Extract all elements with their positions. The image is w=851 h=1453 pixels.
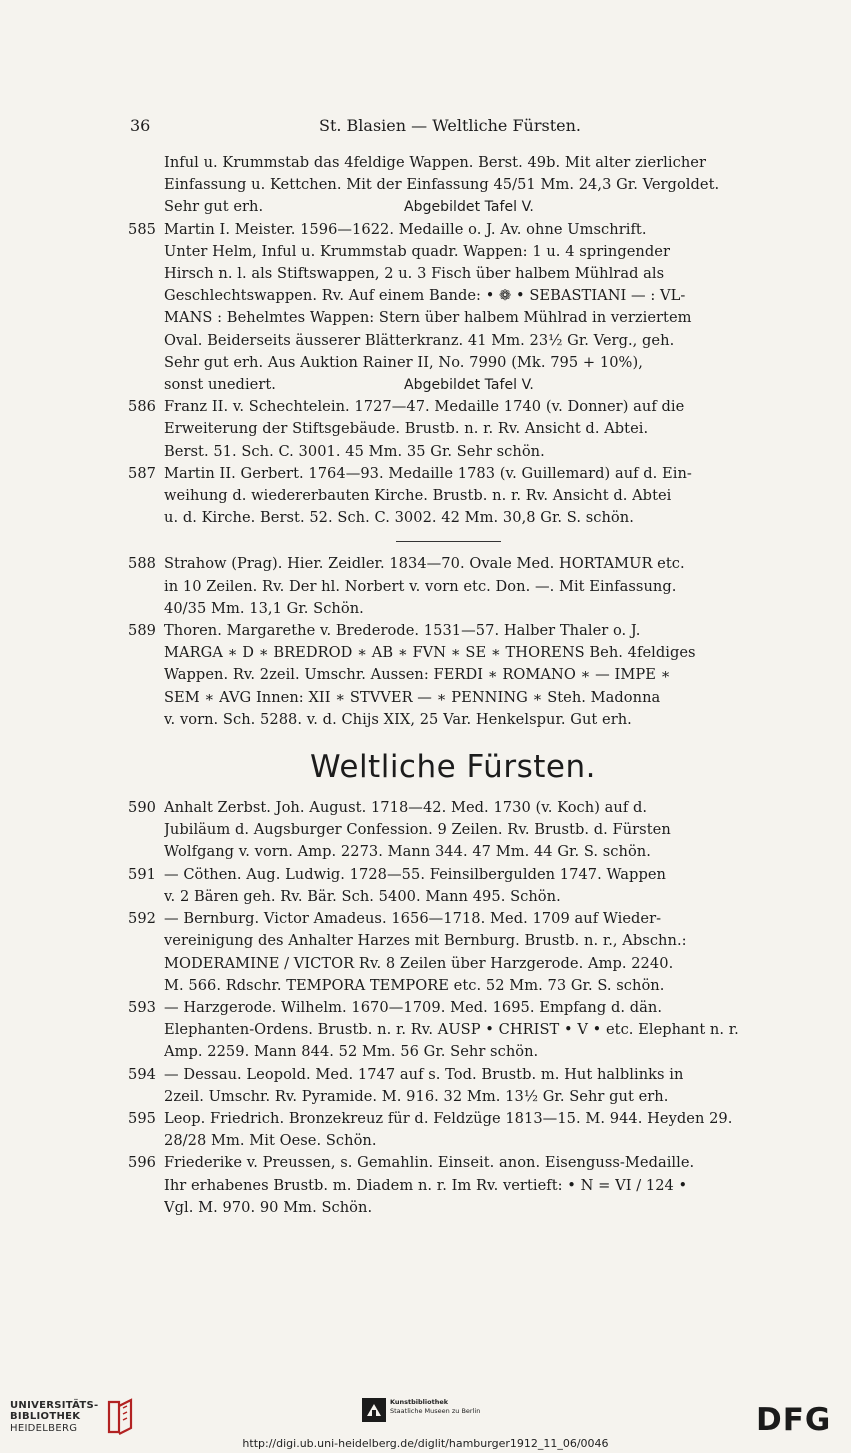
entry-line: Thoren. Margarethe v. Brederode. 1531—57. Halber Thaler o. J. [164, 622, 641, 640]
page-title: St. Blasien — Weltliche Fürsten. [318, 116, 581, 135]
kunstbibliothek-name [390, 1398, 480, 1416]
catalog-entry [128, 908, 778, 997]
page-footer [0, 1390, 851, 1453]
entry-text [164, 553, 778, 620]
entry-line: v. vorn. Sch. 5288. v. d. Chijs XIX, 25 Var. Henkelspur. Gut erh. [164, 710, 632, 728]
catalog-entry [128, 797, 778, 864]
entry-line: 28/28 Mm. Mit Oese. Schön. [164, 1132, 377, 1150]
entry-line: 40/35 Mm. 13,1 Gr. Schön. [164, 599, 364, 617]
entry-line: v. 2 Bären geh. Rv. Bär. Sch. 5400. Mann 495. Schön. [164, 887, 561, 905]
entry-line: Amp. 2259. Mann 844. 52 Mm. 56 Gr. Sehr schön. [164, 1043, 539, 1061]
entry-number: 591 [128, 865, 157, 883]
entry-line-text: Sehr gut erh. [164, 198, 264, 216]
university-crest-icon [105, 1398, 135, 1436]
kunstbibliothek-logo [362, 1398, 480, 1422]
museum-emblem-icon [362, 1398, 386, 1422]
catalog-entry [128, 1108, 778, 1152]
entry-number: 592 [128, 910, 157, 928]
university-library-line: HEIDELBERG [10, 1422, 78, 1434]
university-library-logo [10, 1398, 135, 1436]
catalog-entry [128, 1064, 778, 1108]
entry-text [164, 219, 778, 397]
catalog-entry [128, 396, 778, 463]
entry-line-text: sonst unediert. [164, 376, 276, 394]
entry-line: Wolfgang v. vorn. Amp. 2273. Mann 344. 47 Mm. 44 Gr. S. schön. [164, 843, 651, 861]
entry-number: 593 [128, 998, 157, 1016]
entry-number: 595 [128, 1109, 157, 1127]
entry-line: Jubiläum d. Augsburger Confession. 9 Zeilen. Rv. Brustb. d. Fürsten [164, 821, 671, 839]
entries-group-weltliche-fuersten [128, 797, 778, 1219]
section-divider [396, 541, 501, 542]
entry-line: Inful u. Krummstab das 4feldige Wappen. Berst. 49b. Mit alter zierlicher [164, 154, 706, 171]
entry-line: 2zeil. Umschr. Rv. Pyramide. M. 916. 32 Mm. 13½ Gr. Sehr gut erh. [164, 1087, 669, 1105]
entry-line: Geschlechtswappen. Rv. Auf einem Bande: • ❁ • SEBASTIANI — : VL- [164, 287, 686, 305]
entry-line: — Dessau. Leopold. Med. 1747 auf s. Tod. Brustb. m. Hut halblinks in [164, 1065, 684, 1083]
entry-line: Ihr erhabenes Brustb. m. Diadem n. r. Im Rv. vertieft: • N = VI / 124 • [164, 1176, 688, 1194]
university-library-line: BIBLIOTHEK [10, 1411, 81, 1423]
entry-line: Leop. Friedrich. Bronzekreuz für d. Feldzüge 1813—15. M. 944. Heyden 29. [164, 1109, 733, 1127]
entry-line: — Bernburg. Victor Amadeus. 1656—1718. Med. 1709 auf Wieder- [164, 910, 662, 928]
entry-text [164, 1064, 778, 1108]
page-number: 36 [130, 116, 151, 135]
entry-line [164, 374, 778, 396]
catalog-entry [128, 463, 778, 530]
catalog-entry [128, 219, 778, 397]
entry-text [164, 620, 778, 731]
entry-line: weihung d. wiedererbauten Kirche. Brustb. n. r. Rv. Ansicht d. Abtei [164, 487, 672, 505]
entry-number: 590 [128, 799, 157, 817]
entry-text [164, 1152, 778, 1219]
entry-number: 596 [128, 1154, 157, 1172]
entry-line: MARGA ∗ D ∗ BREDROD ∗ AB ∗ FVN ∗ SE ∗ THORENS Beh. 4feldiges [164, 644, 696, 662]
entry-line: M. 566. Rdschr. TEMPORA TEMPORE etc. 52 Mm. 73 Gr. S. schön. [164, 976, 665, 994]
entry-line: Elephanten-Ordens. Brustb. n. r. Rv. AUSP • CHRIST • V • etc. Elephant n. r. [164, 1021, 739, 1039]
entry-line: Strahow (Prag). Hier. Zeidler. 1834—70. Ovale Med. HORTAMUR etc. [164, 555, 685, 573]
entry-text [164, 1108, 778, 1152]
catalog-entry [128, 620, 778, 731]
entry-line: in 10 Zeilen. Rv. Der hl. Norbert v. vorn etc. Don. —. Mit Einfassung. [164, 577, 677, 595]
entry-line: Unter Helm, Inful u. Krummstab quadr. Wappen: 1 u. 4 springender [164, 242, 670, 260]
entry-line: MODERAMINE / VICTOR Rv. 8 Zeilen über Harzgerode. Amp. 2240. [164, 954, 674, 972]
catalog-entry [128, 864, 778, 908]
entry-line: — Harzgerode. Wilhelm. 1670—1709. Med. 1695. Empfang d. dän. [164, 998, 663, 1016]
entry-line: MANS : Behelmtes Wappen: Stern über halbem Mühlrad in verziertem [164, 309, 692, 327]
entry-line: Vgl. M. 970. 90 Mm. Schön. [164, 1198, 373, 1216]
entry-number [128, 152, 164, 219]
entry-number: 589 [128, 622, 157, 640]
dfg-logo-text: DFG [756, 1404, 832, 1434]
university-library-name [10, 1400, 99, 1435]
entry-text [164, 864, 778, 908]
entry-text [164, 797, 778, 864]
entry-number: 585 [128, 220, 157, 238]
kunstbibliothek-line: Staatliche Museen zu Berlin [390, 1407, 481, 1415]
entries-group-misc [128, 553, 778, 731]
section-heading: Weltliche Fürsten. [310, 749, 596, 786]
entries-group-st-blasien [128, 152, 778, 529]
entry-line: Erweiterung der Stiftsgebäude. Brustb. n. r. Rv. Ansicht d. Abtei. [164, 420, 649, 438]
dfg-logo-icon [756, 1404, 840, 1434]
running-head [130, 116, 770, 138]
entry-line: Einfassung u. Kettchen. Mit der Einfassung 45/51 Mm. 24,3 Gr. Vergoldet. [164, 176, 720, 194]
entry-line: Berst. 51. Sch. C. 3001. 45 Mm. 35 Gr. Sehr schön. [164, 442, 545, 460]
entry-line: SEM ∗ AVG Innen: XII ∗ STVVER — ∗ PENNING ∗ Steh. Madonna [164, 688, 661, 706]
entry-line: Wappen. Rv. 2zeil. Umschr. Aussen: FERDI ∗ ROMANO ∗ — IMPE ∗ [164, 666, 671, 684]
entry-number: 587 [128, 464, 157, 482]
entry-text [164, 908, 778, 997]
catalog-entry [128, 1152, 778, 1219]
entry-text [164, 463, 778, 530]
entry-line: Martin I. Meister. 1596—1622. Medaille o. J. Av. ohne Umschrift. [164, 220, 647, 238]
entry-line: — Cöthen. Aug. Ludwig. 1728—55. Feinsilbergulden 1747. Wappen [164, 865, 666, 883]
entry-number: 588 [128, 555, 157, 573]
entry-line: Oval. Beiderseits äusserer Blätterkranz. 41 Mm. 23½ Gr. Verg., geh. [164, 331, 675, 349]
entry-line: vereinigung des Anhalter Harzes mit Bernburg. Brustb. n. r., Abschn.: [164, 932, 687, 950]
illustration-reference: Abgebildet Tafel V. [404, 377, 534, 394]
kunstbibliothek-line: Kunstbibliothek [390, 1398, 449, 1406]
illustration-reference: Abgebildet Tafel V. [404, 199, 534, 216]
entry-number: 586 [128, 398, 157, 416]
page-url[interactable]: http://digi.ub.uni-heidelberg.de/diglit/hamburger1912_11_06/0046 [242, 1437, 609, 1450]
entry-text [164, 396, 778, 463]
entry-line: Friederike v. Preussen, s. Gemahlin. Einseit. anon. Eisenguss-Medaille. [164, 1154, 695, 1172]
catalog-entries [128, 152, 778, 1219]
university-library-line: UNIVERSITÄTS- [10, 1399, 99, 1411]
entry-line [164, 196, 778, 218]
entry-line: Sehr gut erh. Aus Auktion Rainer II, No. 7990 (Mk. 795 + 10%), [164, 353, 643, 371]
entry-line: Franz II. v. Schechtelein. 1727—47. Medaille 1740 (v. Donner) auf die [164, 398, 685, 416]
entry-line: u. d. Kirche. Berst. 52. Sch. C. 3002. 42 Mm. 30,8 Gr. S. schön. [164, 509, 634, 527]
entry-text [164, 997, 778, 1064]
entry-line: Anhalt Zerbst. Joh. August. 1718—42. Med. 1730 (v. Koch) auf d. [164, 799, 648, 817]
catalog-entry [128, 997, 778, 1064]
entry-number: 594 [128, 1065, 157, 1083]
catalog-entry [128, 553, 778, 620]
entry-text [164, 152, 778, 219]
entry-line: Hirsch n. l. als Stiftswappen, 2 u. 3 Fisch über halbem Mühlrad als [164, 265, 665, 283]
catalog-entry [128, 152, 778, 219]
entry-line: Martin II. Gerbert. 1764—93. Medaille 1783 (v. Guillemard) auf d. Ein- [164, 464, 692, 482]
